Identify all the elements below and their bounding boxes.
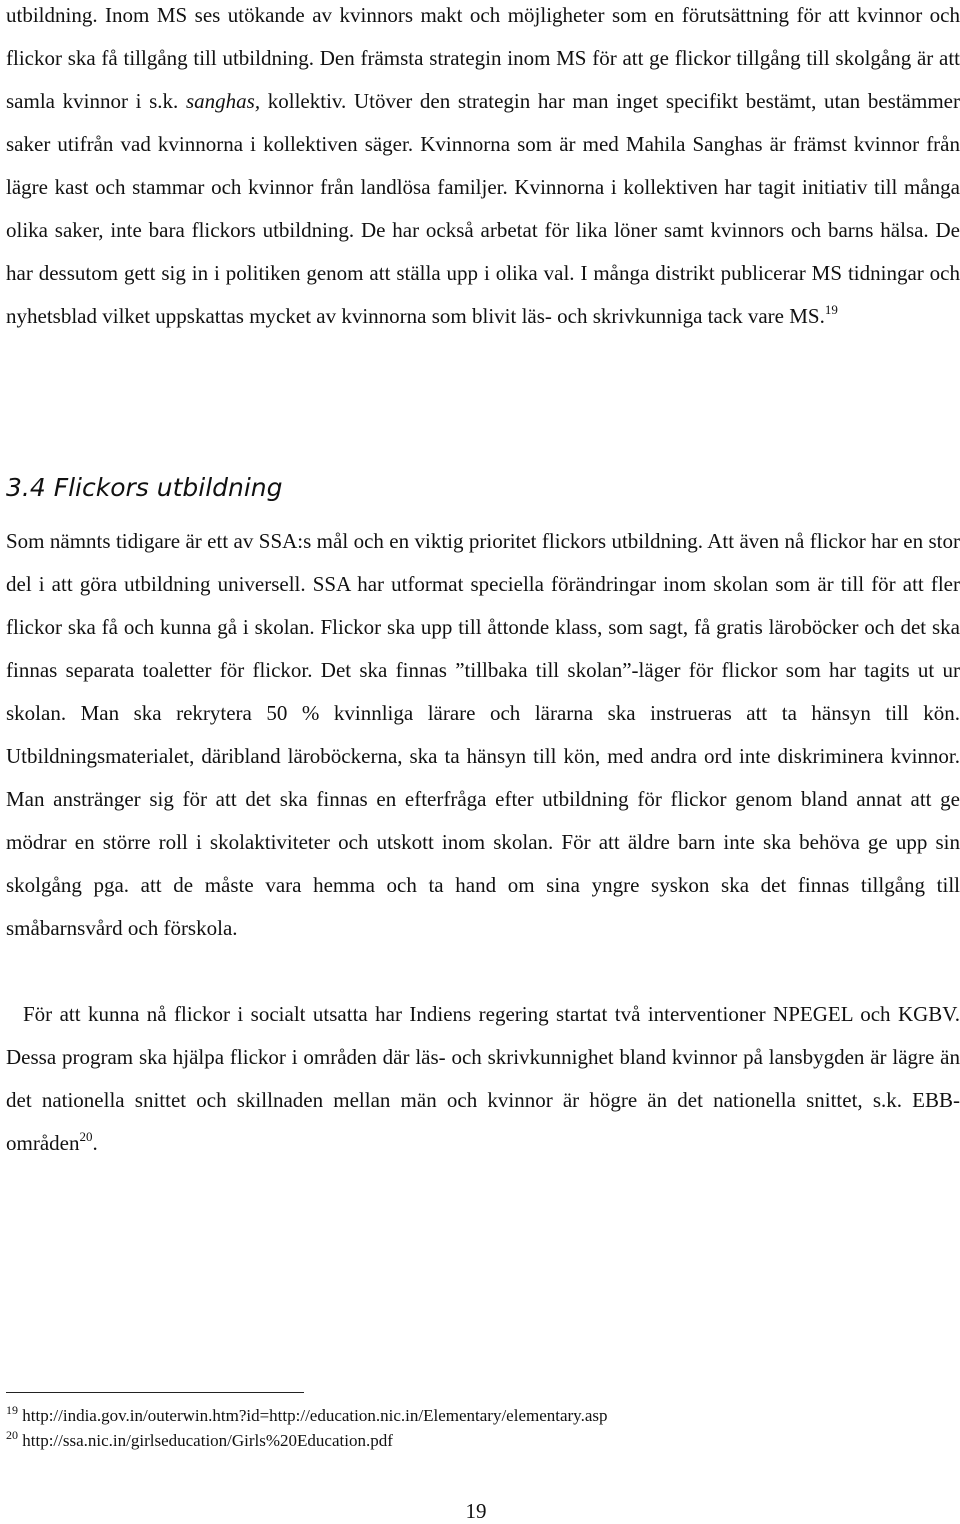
body-paragraph-2: Som nämnts tidigare är ett av SSA:s mål och en viktig prioritet flickors utbildning. Att även nå flickor har en stor del i att göra utbildning universell. SSA har utformat speciella förändringar inom skolan som är till för att fler flickor ska få och kunna gå i skolan. Flickor ska upp till åttonde klass, som sagt, få gratis läroböcker och det ska finnas separata toaletter för flickor. Det ska finnas ”tillbaka till skolan”-läger för flickor som har tagits ut ur skolan. Man ska rekrytera 50 % kvinnliga lärare och lärarna ska instrueras att ta hänsyn till kön. Utbildningsmaterialet, däribland läroböckerna, ska ta hänsyn till kön, med andra ord inte diskriminera kvinnor. Man anstränger sig för att det ska finnas en efterfråga efter utbildning för flickor genom bland annat att ge mödrar en större roll i skolaktiviteter och utskott inom skolan. För att äldre barn inte ska behöva ge upp sin skolgång pga. att de måste vara hemma och ta hand om sina yngre syskon ska det finnas tillgång till småbarnsvård och förskola. <box>6 529 960 940</box>
body-paragraph-1 <box>6 0 960 338</box>
footnote-19 <box>6 1405 608 1427</box>
paragraph-3-text: För att kunna nå flickor i socialt utsatta har Indiens regering startat två interventioner NPEGEL och KGBV. Dessa program ska hjälpa flickor i områden där läs- och skrivkunnighet bland kvinnor på lansbygden är lägre än det nationella snittet och skillnaden mellan män och kvinnor är högre än det nationella snittet, s.k. EBB-områden <box>6 1002 960 1155</box>
footnote-number: 19 <box>6 1403 18 1417</box>
footnote-20 <box>6 1430 393 1452</box>
paragraph-1-italic-term: sanghas, <box>185 89 261 113</box>
footnote-reference-19[interactable]: 19 <box>824 302 838 317</box>
footnote-reference-20[interactable]: 20 <box>79 1129 93 1144</box>
paragraph-3-end: . <box>92 1131 98 1155</box>
page-number: 19 <box>465 1499 487 1523</box>
footnote-link[interactable]: http://india.gov.in/outerwin.htm?id=http://education.nic.in/Elementary/elementary.asp <box>18 1406 608 1425</box>
paragraph-1-text-start: utbildning. Inom MS ses utökande av kvinnors makt och möjligheter som en förutsättning för att kvinnor och flickor ska få tillgång till utbildning. Den främsta strategin inom MS för att ge flickor tillgång till skolgång är att samla kvinnor i s.k. <box>6 3 960 113</box>
footnote-link[interactable]: http://ssa.nic.in/girlseducation/Girls%20Education.pdf <box>18 1431 393 1450</box>
document-page <box>6 0 960 1524</box>
body-paragraph-3 <box>6 993 960 1165</box>
section-heading: 3.4 Flickors utbildning <box>6 473 283 502</box>
paragraph-1-text-end: kollektiv. Utöver den strategin har man inget specifikt bestämt, utan bestämmer saker utifrån vad kvinnorna i kollektiven säger. Kvinnorna som är med Mahila Sanghas är främst kvinnor från lägre kast och stammar och kvinnor från landlösa familjer. Kvinnorna i kollektiven har tagit initiativ till många olika saker, inte bara flickors utbildning. De har också arbetat för lika löner samt kvinnors och barns hälsa. De har dessutom gett sig in i politiken genom att ställa upp i olika val. I många distrikt publicerar MS tidningar och nyhetsblad vilket uppskattas mycket av kvinnorna som blivit läs- och skrivkunniga tack vare MS. <box>6 89 960 328</box>
footnote-separator <box>6 1392 304 1393</box>
footnote-number: 20 <box>6 1428 18 1442</box>
